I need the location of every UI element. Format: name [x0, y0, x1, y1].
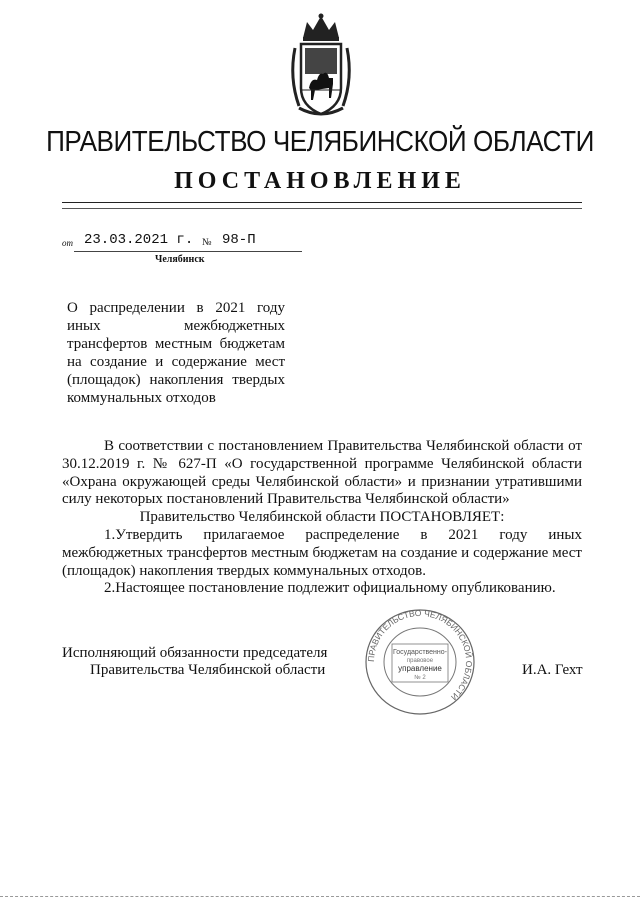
document-type: ПОСТАНОВЛЕНИЕ	[174, 168, 466, 194]
clause-1: 1.Утвердить прилагаемое распределение в 2021 году иных межбюджетных трансфертов местным бюджетам на создание и содержание мест (площадок) накопления твердых коммунальных отходов.	[62, 527, 582, 579]
document-number: 98-П	[222, 232, 256, 248]
from-label: от	[62, 238, 73, 248]
stamp-center-num: № 2	[414, 675, 426, 681]
dateline-underline	[74, 251, 302, 252]
stamp-center-main: управление	[398, 664, 442, 673]
header-divider	[62, 202, 582, 203]
clause-2: 2.Настоящее постановление подлежит официальному опубликованию.	[104, 580, 556, 596]
coat-of-arms-icon	[285, 8, 357, 120]
signatory-position-line1: Исполняющий обязанности председателя	[62, 645, 328, 661]
official-stamp-icon	[346, 606, 494, 718]
signatory-position-line2: Правительства Челябинской области	[90, 662, 326, 678]
number-label: №	[202, 237, 212, 248]
signatory-name: И.А. Гехт	[522, 662, 583, 678]
city-name: Челябинск	[155, 254, 205, 265]
stamp-center-mid: правовое	[406, 658, 434, 664]
stamp-ring-text: ПРАВИТЕЛЬСТВО ЧЕЛЯБИНСКОЙ ОБЛАСТИ	[365, 607, 475, 703]
resolution-statement: Правительство Челябинской области ПОСТАНОВЛЯЕТ:	[139, 509, 505, 525]
page-title: ПРАВИТЕЛЬСТВО ЧЕЛЯБИНСКОЙ ОБЛАСТИ	[46, 126, 594, 158]
preamble-paragraph: В соответствии с постановлением Правительства Челябинской области от 30.12.2019 г. № 627-П «О государственной программе Челябинской области «Охрана окружающей среды Челябинской области» и признании утратившими силу некоторых постановлений Правительства Челябинской области»	[62, 438, 582, 508]
document-subject: О распределении в 2021 году иных межбюджетных трансфертов местным бюджетам на создание и содержание мест (площадок) накопления твердых коммунальных отходов	[67, 300, 285, 406]
dateline	[62, 232, 302, 254]
document-date: 23.03.2021 г.	[84, 232, 194, 248]
stamp-center-top: Государственно-	[392, 649, 448, 656]
header-divider-thin	[62, 208, 582, 209]
page-bottom-edge	[0, 896, 640, 897]
